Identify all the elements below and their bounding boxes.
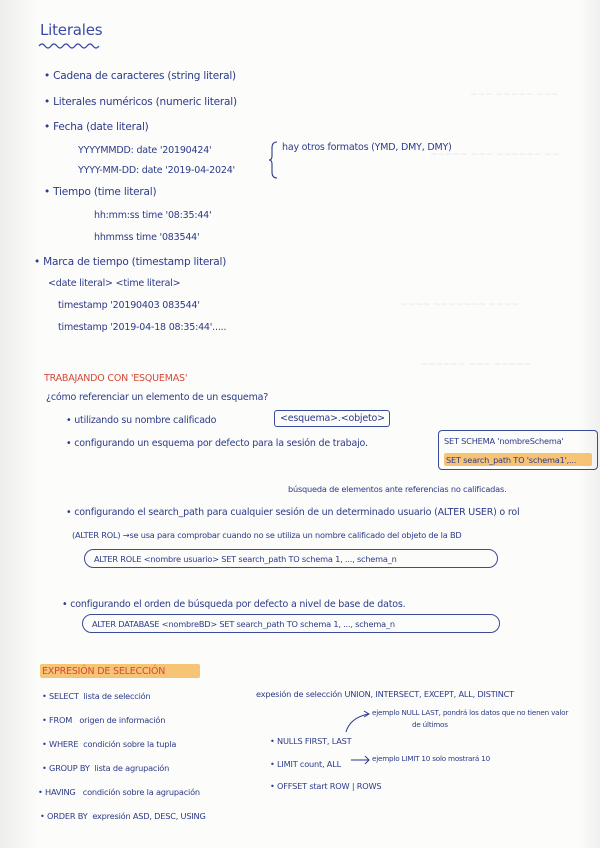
clause-where: • WHERE condición sobre la tupla: [42, 738, 176, 751]
title-underline: [38, 42, 102, 50]
arrow-icon: [344, 708, 372, 736]
brace-icon: [268, 140, 280, 180]
date-format-1: YYYYMMDD: date '20190424': [78, 145, 212, 156]
bleed-through: ~~~~ ~~~~~~~ ~~~~: [400, 300, 519, 310]
schema-role-note: (ALTER ROL) →se usa para comprobar cuando no se utiliza un nombre calificado del objeto de la BD: [72, 530, 462, 540]
literal-string: • Cadena de caracteres (string literal): [44, 70, 236, 83]
clause-group-by: • GROUP BY lista de agrupación: [42, 762, 169, 775]
page-title: Literales: [40, 21, 103, 39]
set-schema-cmd: SET SCHEMA 'nombreSchema': [444, 436, 564, 446]
clause-order-by: • ORDER BY expresión ASD, DESC, USING: [40, 810, 206, 823]
schema-qualified-name: • utilizando su nombre calificado: [66, 414, 216, 427]
timestamp-format: <date literal> <time literal>: [48, 278, 181, 289]
bleed-through: ~~~ ~~~~~ ~~~: [470, 90, 559, 100]
page-shadow-left: [0, 0, 40, 848]
page-shadow-right: [578, 0, 600, 848]
date-format-note: hay otros formatos (YMD, DMY, DMY): [282, 142, 452, 153]
nulls-first-last: • NULLS FIRST, LAST: [270, 735, 351, 748]
set-operators: expesión de selección UNION, INTERSECT, EXCEPT, ALL, DISTINCT: [256, 689, 514, 699]
clause-having: • HAVING condición sobre la agrupación: [38, 786, 200, 799]
alter-database-cmd: ALTER DATABASE <nombreBD> SET search_path TO schema 1, ..., schema_n: [92, 619, 395, 629]
nulls-example-note-2: de últimos: [412, 720, 448, 729]
alter-role-cmd: ALTER ROLE <nombre usuario> SET search_path TO schema 1, ..., schema_n: [94, 554, 397, 564]
date-format-2: YYYY-MM-DD: date '2019-04-2024': [78, 165, 235, 176]
literal-timestamp: • Marca de tiempo (timestamp literal): [34, 256, 226, 269]
bleed-through: ~~~~~ ~~~ ~~~~~~ ~~: [430, 150, 560, 160]
literal-date: • Fecha (date literal): [44, 121, 149, 134]
qualified-name-syntax: <esquema>.<objeto>: [280, 413, 385, 424]
schema-user-role: • configurando el search_path para cualquier sesión de un determinado usuario (ALTER USER) o rol: [66, 506, 519, 519]
limit-count: • LIMIT count, ALL: [270, 758, 341, 771]
bleed-through: ~~~~~~ ~~~ ~~~~~: [420, 360, 532, 370]
schema-database-order: • configurando el orden de búsqueda por defecto a nivel de base de datos.: [62, 598, 405, 611]
search-path-note: búsqueda de elementos ante referencias no calificadas.: [288, 484, 507, 494]
nulls-example-note: ejemplo NULL LAST, pondrá los datos que no tienen valor: [372, 708, 569, 717]
timestamp-example-2: timestamp '2019-04-18 08:35:44'.....: [58, 322, 227, 333]
clause-select: • SELECT lista de selección: [42, 690, 150, 703]
literal-numeric: • Literales numéricos (numeric literal): [44, 96, 237, 109]
literal-time: • Tiempo (time literal): [44, 186, 156, 199]
arrow-icon: [350, 754, 372, 766]
limit-example-note: ejemplo LIMIT 10 solo mostrará 10: [372, 754, 490, 763]
time-format-2: hhmmss time '083544': [94, 232, 200, 243]
offset-rows: • OFFSET start ROW | ROWS: [270, 780, 381, 793]
selection-heading: EXPRESIÓN DE SELECCIÓN: [42, 666, 166, 677]
schemas-heading: TRABAJANDO CON 'ESQUEMAS': [44, 373, 188, 384]
schema-default-session: • configurando un esquema por defecto para la sesión de trabajo.: [66, 437, 368, 450]
timestamp-example-1: timestamp '20190403 083544': [58, 300, 200, 311]
clause-from: • FROM origen de información: [42, 714, 165, 727]
time-format-1: hh:mm:ss time '08:35:44': [94, 210, 212, 221]
schemas-question: ¿cómo referenciar un elemento de un esquema?: [46, 392, 269, 403]
set-search-path-cmd: SET search_path TO 'schema1',...: [446, 455, 577, 465]
